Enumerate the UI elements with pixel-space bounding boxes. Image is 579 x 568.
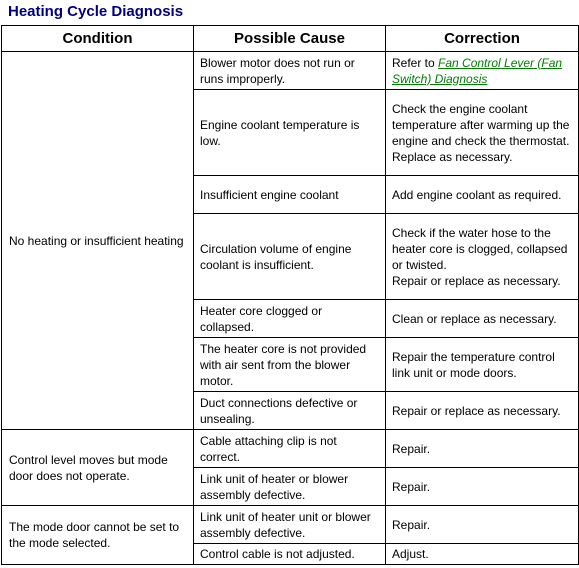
correction-cell: Clean or replace as necessary. bbox=[386, 300, 579, 338]
table-header-row bbox=[2, 26, 579, 52]
correction-text: Check if the water hose to the heater core is clogged, collapsed or twisted. bbox=[392, 225, 568, 272]
diagnosis-table bbox=[1, 25, 579, 565]
table-row bbox=[2, 52, 579, 90]
correction-cell: Repair or replace as necessary. bbox=[386, 392, 579, 430]
header-condition: Condition bbox=[2, 26, 194, 52]
correction-cell: Repair. bbox=[386, 506, 579, 544]
correction-cell: Adjust. bbox=[386, 544, 579, 565]
correction-text: Check the engine coolant temperature after warming up the engine and check the thermostat. bbox=[392, 101, 570, 148]
cause-cell: Duct connections defective or unsealing. bbox=[194, 392, 386, 430]
table-row bbox=[2, 430, 579, 468]
correction-cell bbox=[386, 90, 579, 176]
correction-cell: Repair. bbox=[386, 430, 579, 468]
condition-cell: The mode door cannot be set to the mode selected. bbox=[2, 506, 194, 565]
correction-cell: Repair. bbox=[386, 468, 579, 506]
fan-control-diagnosis-link[interactable]: Fan Control Lever (Fan Switch) Diagnosis bbox=[392, 55, 563, 86]
cause-cell: Heater core clogged or collapsed. bbox=[194, 300, 386, 338]
condition-cell: Control level moves but mode door does not operate. bbox=[2, 430, 194, 506]
cause-cell: Link unit of heater unit or blower assembly defective. bbox=[194, 506, 386, 544]
header-correction: Correction bbox=[386, 26, 579, 52]
correction-extra-text: Repair or replace as necessary. bbox=[392, 273, 561, 288]
header-possible-cause: Possible Cause bbox=[194, 26, 386, 52]
cause-cell: Cable attaching clip is not correct. bbox=[194, 430, 386, 468]
correction-prefix: Refer to bbox=[392, 55, 439, 70]
correction-cell bbox=[386, 52, 579, 90]
cause-cell: The heater core is not provided with air sent from the blower motor. bbox=[194, 338, 386, 392]
cause-cell: Link unit of heater or blower assembly defective. bbox=[194, 468, 386, 506]
correction-cell: Repair the temperature control link unit or mode doors. bbox=[386, 338, 579, 392]
correction-cell: Add engine coolant as required. bbox=[386, 176, 579, 214]
cause-cell: Blower motor does not run or runs improperly. bbox=[194, 52, 386, 90]
table-row bbox=[2, 506, 579, 544]
condition-cell: No heating or insufficient heating bbox=[2, 52, 194, 430]
cause-cell: Insufficient engine coolant bbox=[194, 176, 386, 214]
correction-cell bbox=[386, 214, 579, 300]
page-title: Heating Cycle Diagnosis bbox=[8, 3, 184, 20]
correction-extra-text: Replace as necessary. bbox=[392, 149, 513, 164]
cause-cell: Engine coolant temperature is low. bbox=[194, 90, 386, 176]
cause-cell: Circulation volume of engine coolant is insufficient. bbox=[194, 214, 386, 300]
cause-cell: Control cable is not adjusted. bbox=[194, 544, 386, 565]
